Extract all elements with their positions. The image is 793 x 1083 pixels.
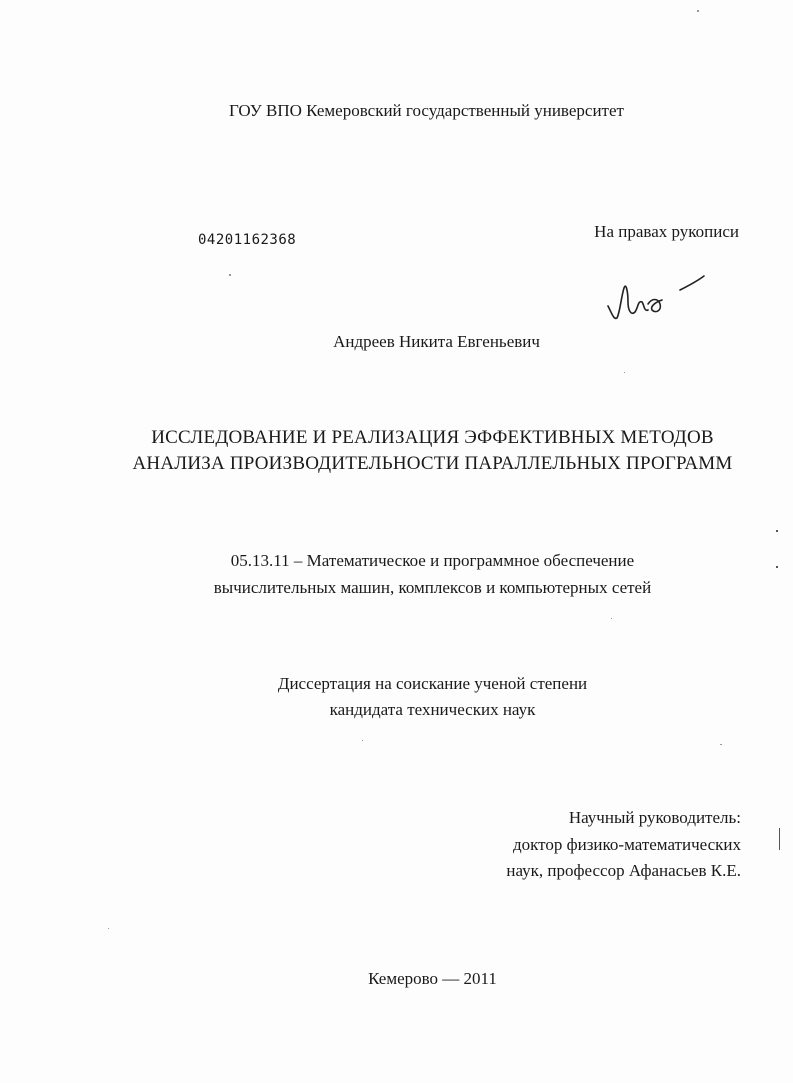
scan-speck (697, 10, 699, 12)
scan-edge-mark (776, 530, 778, 532)
scan-speck (362, 740, 363, 741)
specialty-line-2: вычислительных машин, комплексов и компьютерных сетей (213, 578, 652, 597)
scan-speck (720, 744, 722, 745)
supervisor-degree: доктор физико-математических (512, 835, 741, 854)
scan-speck (229, 274, 231, 276)
scan-speck (624, 372, 625, 373)
specialty-line-1: 05.13.11 – Математическое и программное обеспечение (230, 551, 635, 570)
manuscript-note: На правах рукописи (594, 222, 739, 241)
scan-edge-mark (779, 828, 780, 850)
document-number: 04201162368 (198, 232, 297, 248)
scan-speck (108, 928, 109, 929)
city-and-year: Кемерово — 2011 (368, 969, 497, 988)
degree-line-1: Диссертация на соискание ученой степени (277, 674, 588, 693)
supervisor-name: наук, профессор Афанасьев К.Е. (506, 861, 741, 880)
degree-line-2: кандидата технических наук (329, 700, 536, 719)
author-name: Андреев Никита Евгеньевич (333, 332, 540, 351)
handwritten-signature (604, 268, 714, 328)
dissertation-title-line-1: ИССЛЕДОВАНИЕ И РЕАЛИЗАЦИЯ ЭФФЕКТИВНЫХ МЕТОДОВ (151, 427, 714, 448)
scan-edge-mark (776, 566, 778, 568)
scan-speck (611, 618, 612, 619)
university-name: ГОУ ВПО Кемеровский государственный университет (229, 101, 624, 120)
supervisor-label: Научный руководитель: (568, 808, 741, 827)
dissertation-title-line-2: АНАЛИЗА ПРОИЗВОДИТЕЛЬНОСТИ ПАРАЛЛЕЛЬНЫХ ПРОГРАММ (132, 453, 733, 474)
